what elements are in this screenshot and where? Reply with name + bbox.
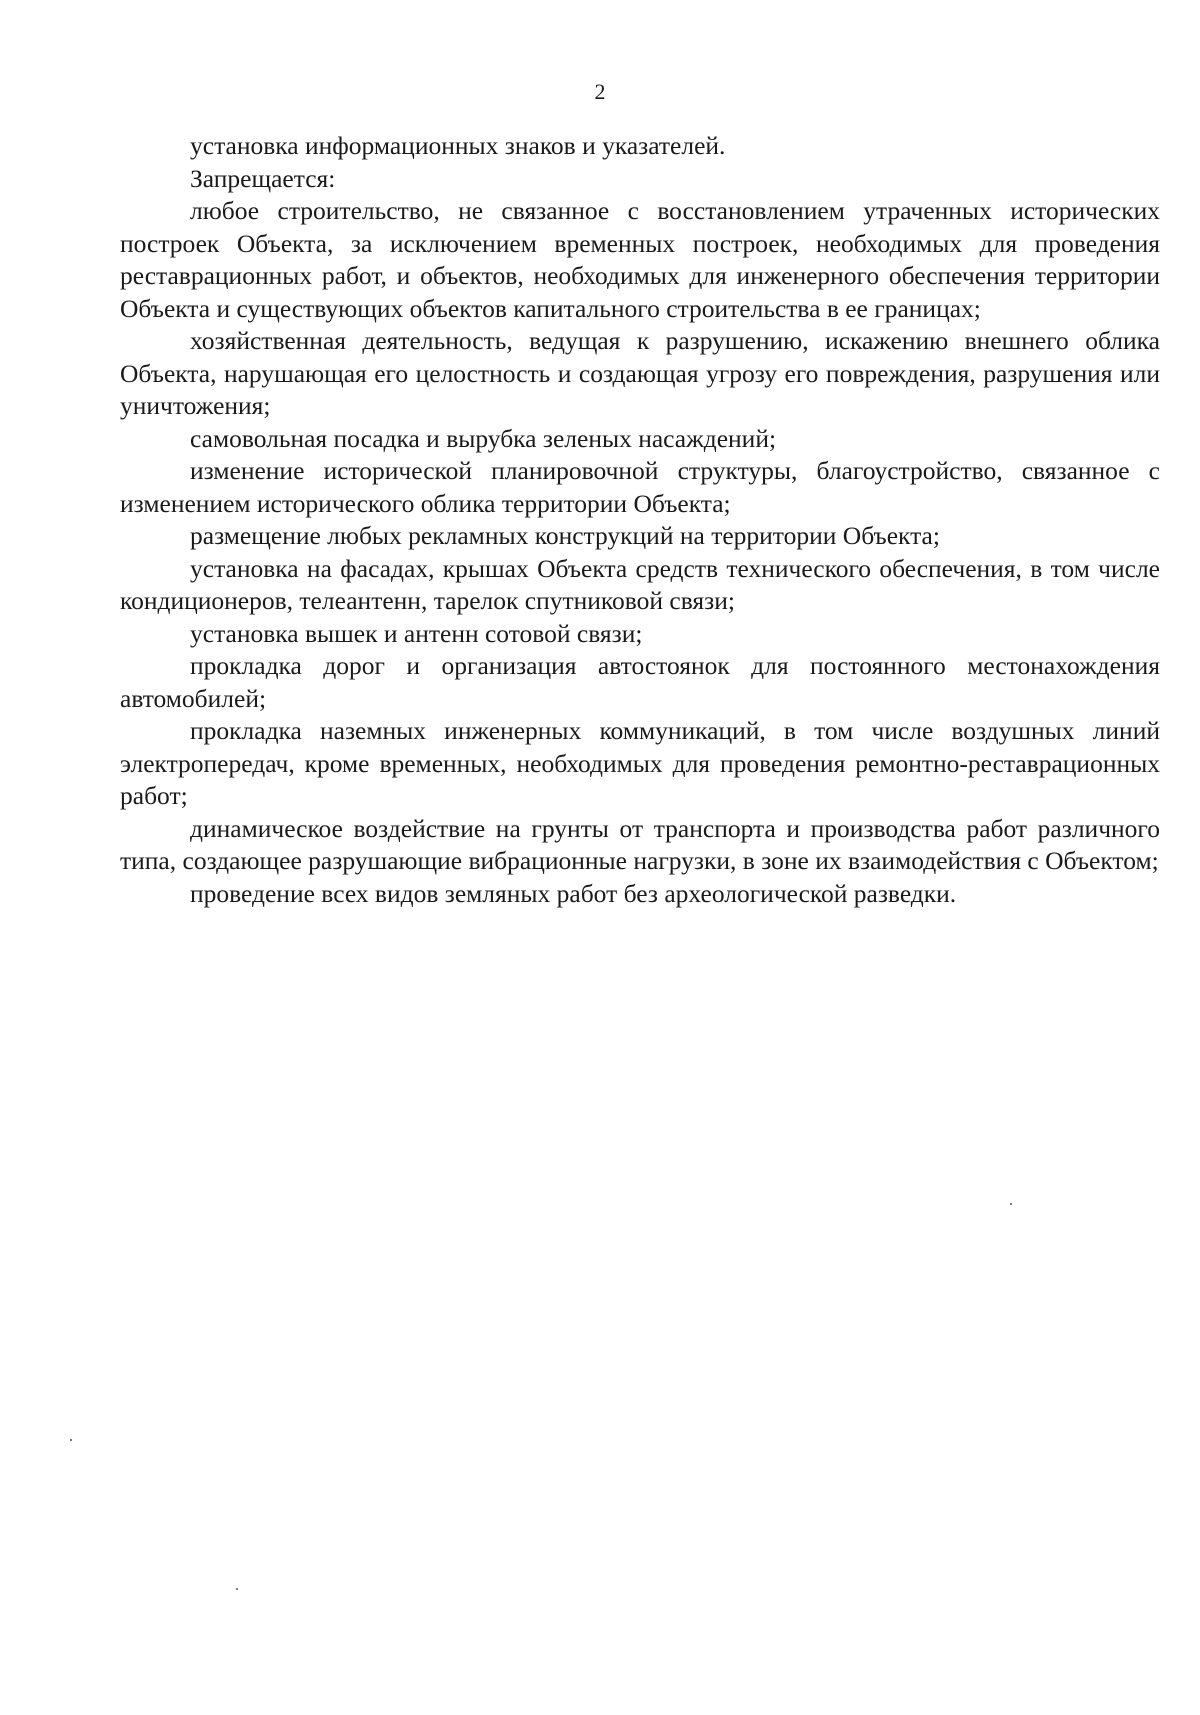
paragraph: установка на фасадах, крышах Объекта средств технического обеспечения, в том числе кондиционеров, телеантенн, тарелок спутниковой связи; — [120, 553, 1160, 615]
paragraph: размещение любых рекламных конструкций на территории Объекта; — [190, 521, 940, 550]
paragraph: установка информационных знаков и указателей. — [190, 131, 726, 160]
scan-speck — [236, 1588, 238, 1590]
paragraph: динамическое воздействие на грунты от транспорта и производства работ различного типа, создающее разрушающие вибрационные нагрузки, в зоне их взаимодействия с Объектом; — [120, 813, 1160, 875]
paragraph: Запрещается: — [190, 163, 336, 193]
paragraph: прокладка наземных инженерных коммуникаций, в том числе воздушных линий электропередач, кроме временных, необходимых для проведения ремонтно-реставрационных работ; — [120, 716, 1160, 810]
paragraph: изменение исторической планировочной структуры, благоустройство, связанное с изменением исторического облика территории Объекта; — [120, 456, 1160, 518]
paragraph: прокладка дорог и организация автостоянок для постоянного местонахождения автомобилей; — [120, 651, 1160, 713]
scan-speck — [70, 1439, 72, 1441]
paragraph: самовольная посадка и вырубка зеленых насаждений; — [190, 423, 777, 453]
paragraph: проведение всех видов земляных работ без археологической разведки. — [190, 878, 957, 908]
document-body — [120, 130, 1160, 910]
scan-speck — [1010, 1203, 1012, 1205]
paragraph: хозяйственная деятельность, ведущая к разрушению, искажению внешнего облика Объекта, нарушающая его целостность и создающая угрозу его повреждения, разрушения или уничтожения; — [120, 326, 1160, 420]
paragraph: установка вышек и антенн сотовой связи; — [190, 618, 643, 648]
page-number: 2 — [594, 79, 606, 104]
paragraph: любое строительство, не связанное с восстановлением утраченных исторических построек Объекта, за исключением временных построек, необходимых для проведения реставрационных работ, и объектов, необходимых для инженерного обеспечения территории Объекта и существующих объектов капитального строительства в ее границах; — [120, 196, 1160, 323]
